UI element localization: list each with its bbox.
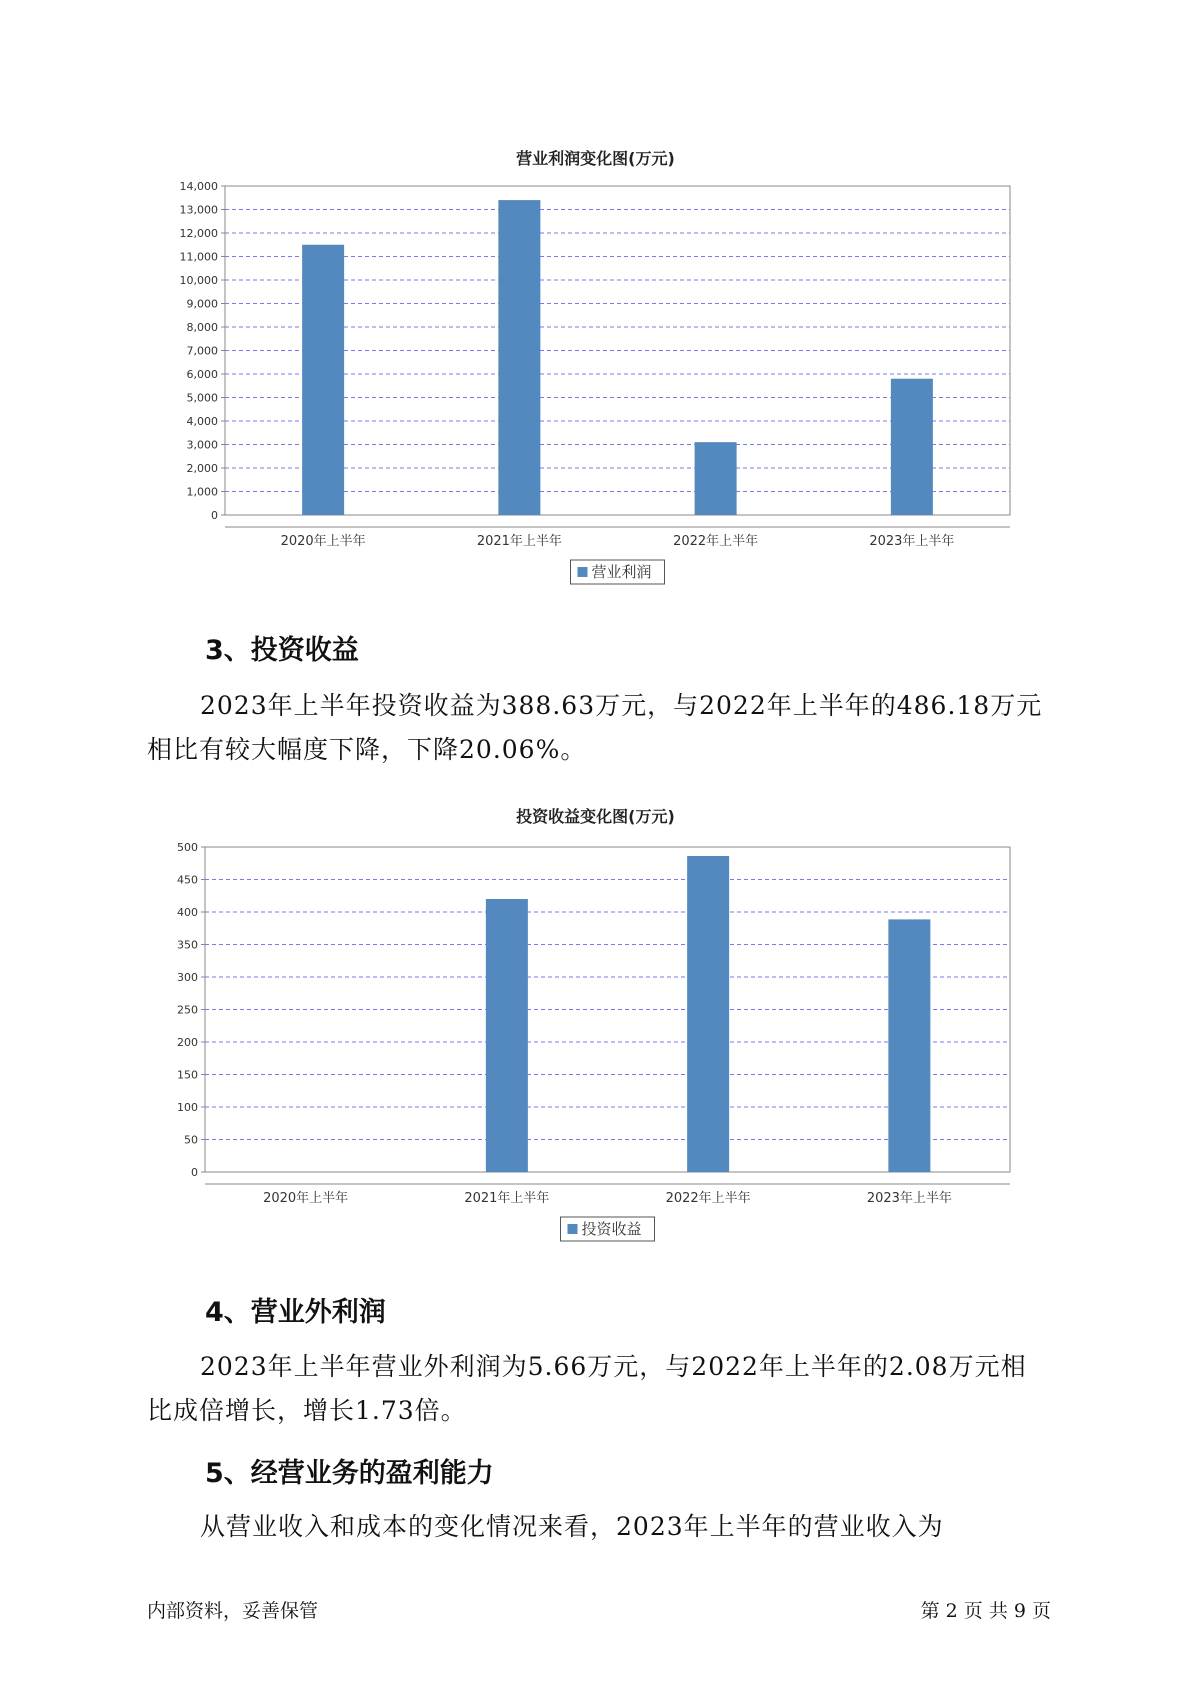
y-tick-label: 9,000 xyxy=(186,297,218,311)
y-tick-label: 250 xyxy=(177,1003,198,1017)
bar xyxy=(695,442,737,515)
y-tick-label: 300 xyxy=(177,971,198,984)
y-tick-label: 5,000 xyxy=(186,391,218,405)
y-tick-label: 350 xyxy=(177,938,198,952)
y-tick-label: 6,000 xyxy=(186,368,218,381)
section-paragraph-profitability: 从营业收入和成本的变化情况来看，2023年上半年的营业收入为 xyxy=(200,1512,944,1541)
y-tick-label: 1,000 xyxy=(186,485,218,499)
x-tick-label: 2021年上半年 xyxy=(476,534,562,549)
legend-swatch xyxy=(568,1224,578,1234)
y-tick-label: 10,000 xyxy=(179,274,218,287)
y-tick-label: 11,000 xyxy=(179,250,218,264)
x-tick-label: 2021年上半年 xyxy=(464,1191,550,1206)
chart-title: 营业利润变化图(万元) xyxy=(516,149,675,168)
bar xyxy=(498,200,540,515)
y-tick-label: 14,000 xyxy=(179,180,218,193)
section-paragraph-non-operating-profit: 2023年上半年营业外利润为5.66万元，与2022年上半年的2.08万元相比成倍增长，增长1.73倍。 xyxy=(147,1352,1027,1425)
x-tick-label: 2020年上半年 xyxy=(280,534,366,549)
section-heading-profitability: 5、经营业务的盈利能力 xyxy=(205,1458,494,1489)
section-heading-investment-income: 3、投资收益 xyxy=(205,635,359,666)
investment-income-chart-svg xyxy=(0,830,1191,1250)
y-tick-label: 500 xyxy=(177,841,198,854)
y-tick-label: 4,000 xyxy=(186,415,218,428)
y-tick-label: 150 xyxy=(177,1068,198,1082)
x-tick-label: 2022年上半年 xyxy=(665,1191,751,1206)
y-tick-label: 3,000 xyxy=(186,438,218,452)
y-tick-label: 400 xyxy=(177,906,198,919)
bar xyxy=(891,379,933,515)
y-tick-label: 0 xyxy=(211,509,218,522)
legend-swatch xyxy=(578,567,588,577)
y-tick-label: 100 xyxy=(177,1101,198,1114)
footer-page-number: 第 2 页 共 9 页 xyxy=(920,1600,1051,1622)
y-tick-label: 13,000 xyxy=(179,203,218,217)
operating-profit-chart-svg xyxy=(0,170,1191,590)
y-tick-label: 0 xyxy=(191,1166,198,1179)
y-tick-label: 50 xyxy=(184,1133,198,1147)
x-tick-label: 2020年上半年 xyxy=(263,1191,349,1206)
bar xyxy=(302,245,344,515)
y-tick-label: 200 xyxy=(177,1036,198,1049)
bar xyxy=(888,919,930,1172)
footer-confidential-note: 内部资料，妥善保管 xyxy=(147,1600,319,1622)
y-tick-label: 8,000 xyxy=(186,321,218,334)
y-tick-label: 450 xyxy=(177,873,198,887)
legend-label: 投资收益 xyxy=(581,1220,642,1238)
x-tick-label: 2023年上半年 xyxy=(869,534,955,549)
bar xyxy=(687,856,729,1172)
section-heading-non-operating-profit: 4、营业外利润 xyxy=(205,1297,386,1328)
y-tick-label: 7,000 xyxy=(186,344,218,358)
y-tick-label: 12,000 xyxy=(179,227,218,240)
section-paragraph-investment-income: 2023年上半年投资收益为388.63万元，与2022年上半年的486.18万元相比有较大幅度下降，下降20.06%。 xyxy=(147,691,1043,764)
bar xyxy=(486,899,528,1172)
chart-title: 投资收益变化图(万元) xyxy=(516,807,675,826)
x-tick-label: 2023年上半年 xyxy=(866,1191,952,1206)
y-tick-label: 2,000 xyxy=(186,462,218,475)
x-tick-label: 2022年上半年 xyxy=(673,534,759,549)
legend-label: 营业利润 xyxy=(591,563,652,581)
